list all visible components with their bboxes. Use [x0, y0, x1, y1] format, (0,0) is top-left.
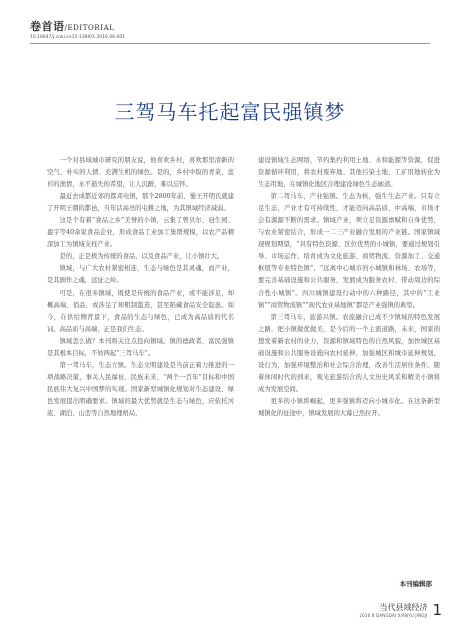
header-rule: [30, 43, 430, 44]
doi-code: 10.16647/j.cnki.cn15-1369/X.2016.08.001: [30, 35, 126, 40]
paragraph: 第三驾马车，旅游兴镇。农旅融合已成不少镇域的特色发展之路，把小镇做优做美，是今后的一个主流道路，未来，国家的想发着新农村的业力，资源和镇域特色的自然风貌，加快城区基础设施和公共服务设施向农村延伸，加强城区和城市延伸规划，设行为，加强环境整治和社会综合治理，改善生活居住条件。随着休闲时代的到来，观光旅游结合的人文历史风采和精美小镇将成为发展空间。: [258, 313, 440, 393]
paragraph: 是的，正是极为传统的食品，以及食品产业，让小镇壮大。: [59, 253, 224, 261]
paragraph: 建设镇域生态网络，节约集约利用土地、水和能源等资源，促进资源循环利用，将农村废弃地、其他污染土地、工矿用地转化为生态用地，在城镇化地区合理建设绿色生态廊道。: [258, 157, 440, 189]
section-label: [30, 18, 125, 34]
left-column: [47, 155, 234, 420]
header: [30, 18, 125, 40]
right-column: [258, 155, 440, 420]
paragraph: 第二驾马车，产业强镇。生态为核，强生生态产业。只有立足生态，产业才有可持续性，才能迈向高品质、中高端，市场才会有源源不断的需求。镇域产业，须立足资源禀赋和自身优势，与农业紧密结合，形成一二三产业融合发展的产业链。国家镇域现规划期望，“具有特色资源、区位优势的小城镇，要通过规划引导、市场运作，培育成为文化旅游、商贸物流、资源加工、交通枢纽等专业特色镇”，“远离中心城市的小城镇和林场、农场等，要完善基础设施和公共服务，发展成为服务农村、带动周边的综合性小城镇”。四川城镇建设行动中的六种路径，其中的“工业镇”“商贸物流镇”“现代农业基地镇”都是产业强镇的典型。: [258, 193, 440, 309]
magazine-name: 当代县域经济: [379, 603, 428, 612]
page-footer: [359, 602, 442, 618]
paragraph: 更多的小镇将崛起，更多强镇将迈向小城市化。在这条新型城镇化的征途中，镇域发展的大幕已然拉开。: [258, 397, 440, 417]
page-number: 1: [432, 601, 442, 619]
signature: 本刊编辑部: [399, 580, 432, 588]
footer-text: [359, 602, 427, 618]
paragraph: 镇域怎么做？本刊将关注点投向镇域。镇的德政者，富民强镇是其根本目标，不妨两起“三驾马车”。: [47, 337, 234, 357]
paragraph: 第一驾马车，生态立镇。生态文明建设是当前正着力推进的一项战略决策，事关人民福祉、民族未来、“两个一百年”目标和中国民族伟大复兴中国梦的实现。国家新型城镇化规划对生态建设、绿色发展提出明确要求。镇域的最大优势就是生态与绿色，应依托河流、湖泊、山峦等自然地理格局，: [47, 361, 234, 417]
section-label-cn: 卷首语: [30, 20, 65, 33]
paragraph: 最近去成都近郊的都邓电镇，那个2800年前、蜀王开明氏就建了开明王朝的都邑，当年话高亮的屯耕之地，为其镇域经济减弱。: [47, 193, 234, 213]
article-title: 三驾马车托起富民强镇梦: [114, 100, 346, 124]
section-label-en: /EDITORIAL: [64, 24, 115, 32]
paragraph: 一个对县域城市研究的朋友说，他喜欢乡村，喜欢那里清新的空气、朴实的人情、充满生机的绿色。是的，乡村中取的青菜、蓝衫的渔情，永不逝失的希望，让人沉醉，难以忘怀。: [47, 157, 234, 189]
paragraph: 镇域，与广大农村紧密相连，生态与绿色是其灵魂，而产业，是其剧作之魂，远征之岭。: [47, 265, 234, 285]
paragraph: 可是，在很多镇域，既使是传统的食品产业，或不能涉足，却概高端、俏品，或涉足了却粗制滥造，甚至陷藏食品安全隐患。如今，在供给侧背景下，食品的生态与绿色，已成为高品质的代名词。高品质与高端，正是我们生态。: [47, 289, 234, 333]
paragraph: 这是个有着“食品之乡”美誉的小镇，云集了曾贝尔、冠生园、盈宇等40余家食品企业，形成食品工业加工集群规模，以农产品精深加工为镇域支柱产业。: [47, 217, 234, 249]
issue-info: 2016.8 DANGDAI XIANYU JINGJI: [359, 613, 428, 618]
